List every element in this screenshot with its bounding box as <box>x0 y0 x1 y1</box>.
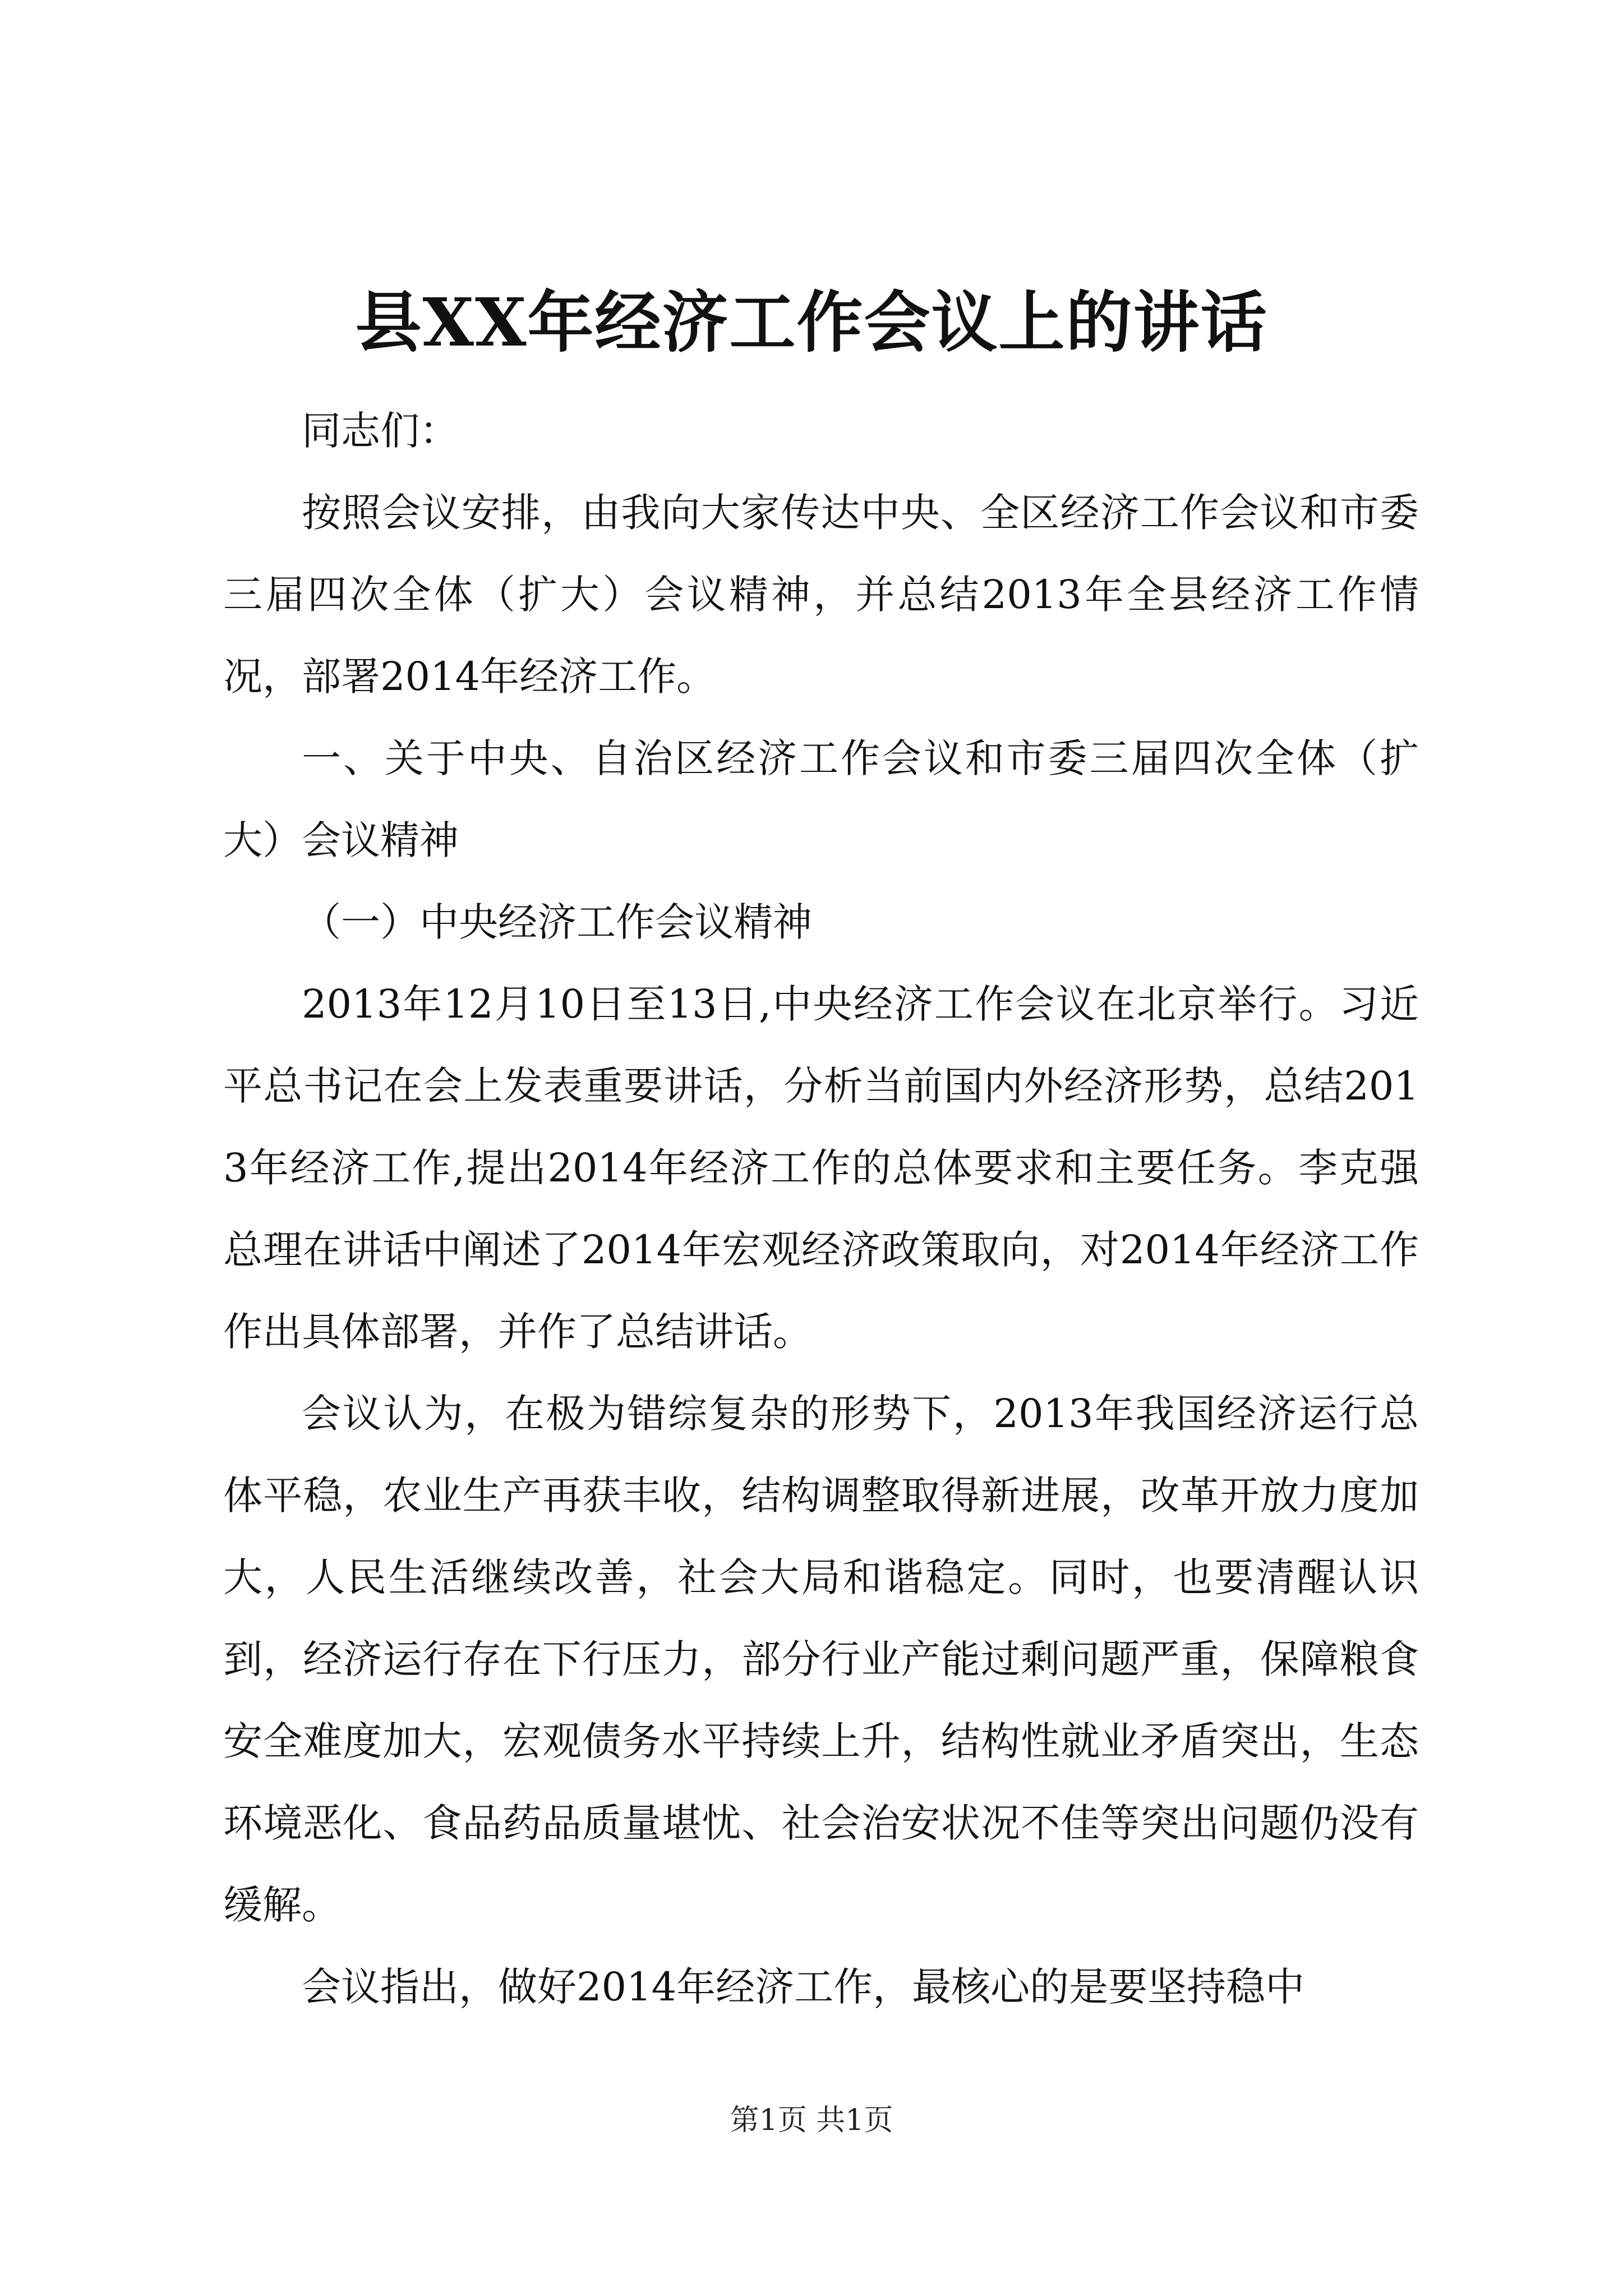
section-heading-1: 一、关于中央、自治区经济工作会议和市委三届四次全体（扩大）会议精神 <box>223 735 1419 863</box>
document-title: 县XX年经济工作会议上的讲话 <box>355 283 1268 361</box>
paragraph-intro: 按照会议安排，由我向大家传达中央、全区经济工作会议和市委三届四次全体（扩大）会议精神，并总结2013年全县经济工作情况，部署2014年经济工作。 <box>223 490 1419 700</box>
document-body <box>223 390 1419 2028</box>
paragraph-central-meeting: 2013年12月10日至13日,中央经济工作会议在北京举行。习近平总书记在会上发表重要讲话，分析当前国内外经济形势，总结2013年经济工作,提出2014年经济工作的总体要求和主要任务。李克强总理在讲话中阐述了2014年宏观经济政策取向，对2014年经济工作作出具体部署，并作了总结讲话。 <box>223 981 1419 1355</box>
paragraph-meeting-points: 会议指出，做好2014年经济工作，最核心的是要坚持稳中 <box>302 1964 1305 2010</box>
page-number-footer: 第1页 共1页 <box>730 2104 893 2137</box>
paragraph-meeting-assessment: 会议认为，在极为错综复杂的形势下，2013年我国经济运行总体平稳，农业生产再获丰收，结构调整取得新进展，改革开放力度加大，人民生活继续改善，社会大局和谐稳定。同时，也要清醒认识到，经济运行存在下行压力，部分行业产能过剩问题严重，保障粮食安全难度加大，宏观债务水平持续上升，结构性就业矛盾突出，生态环境恶化、食品药品质量堪忧、社会治安状况不佳等突出问题仍没有缓解。 <box>223 1391 1419 1928</box>
subsection-heading-1: （一）中央经济工作会议精神 <box>302 899 812 945</box>
greeting: 同志们： <box>302 408 459 454</box>
